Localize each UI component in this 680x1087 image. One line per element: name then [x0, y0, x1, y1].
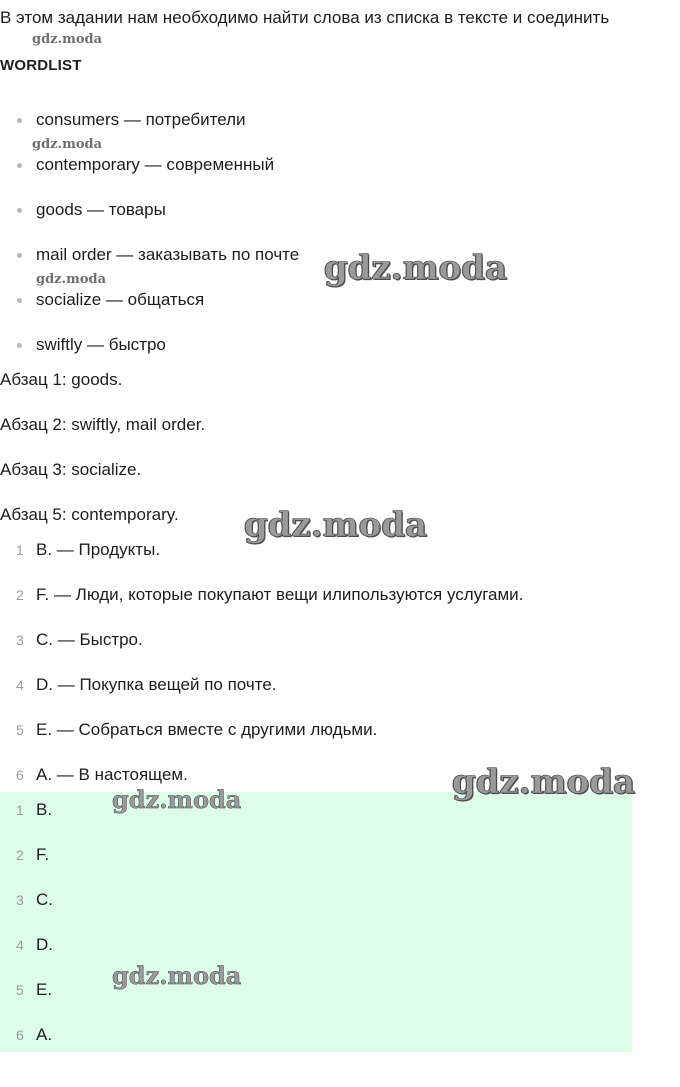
- answer-text: B.: [36, 800, 53, 819]
- list-item: [0, 845, 632, 890]
- wordlist-heading: WORDLIST: [0, 57, 82, 74]
- watermark: gdz.moda: [324, 248, 508, 288]
- item-number: 3: [16, 892, 24, 908]
- definition-text: A. — В настоящем.: [36, 765, 188, 784]
- list-item: [0, 675, 632, 720]
- bullet-icon: [17, 208, 22, 213]
- item-number: 1: [16, 802, 24, 818]
- list-item: [0, 980, 632, 1025]
- item-number: 2: [16, 587, 24, 603]
- definition-text: E. — Собраться вместе с другими людьми.: [36, 720, 378, 739]
- paragraph-match: Абзац 5: contemporary.: [0, 505, 179, 524]
- list-item: [0, 155, 299, 200]
- list-item: [0, 890, 632, 935]
- watermark: gdz.moda: [244, 505, 428, 545]
- item-number: 6: [16, 767, 24, 783]
- answer-text: F.: [36, 845, 50, 864]
- paragraph-match: Абзац 3: socialize.: [0, 460, 142, 479]
- item-number: 5: [16, 722, 24, 738]
- wordlist-entry: swiftly — быстро: [36, 335, 166, 354]
- answer-text: A.: [36, 1025, 53, 1044]
- watermark: gdz.moda: [32, 32, 103, 47]
- wordlist-entry: consumers — потребители: [36, 110, 246, 129]
- answer-text: C.: [36, 890, 53, 909]
- answer-text: D.: [36, 935, 53, 954]
- item-number: 4: [16, 937, 24, 953]
- list-item: [0, 935, 632, 980]
- paragraph-match: Абзац 2: swiftly, mail order.: [0, 415, 206, 434]
- list-item: [0, 290, 299, 335]
- bullet-icon: [17, 253, 22, 258]
- list-item: [0, 200, 299, 245]
- wordlist-entry: contemporary — современный: [36, 155, 275, 174]
- list-item: [0, 540, 632, 585]
- list-item: [0, 1025, 632, 1070]
- bullet-icon: [17, 118, 22, 123]
- definition-text: F. — Люди, которые покупают вещи илипользуются услугами.: [36, 585, 524, 604]
- answer-text: E.: [36, 980, 53, 999]
- item-number: 4: [16, 677, 24, 693]
- list-item: [0, 630, 632, 675]
- answers-list: [0, 800, 632, 1070]
- watermark: gdz.moda: [32, 137, 103, 152]
- paragraph-matches: [0, 370, 205, 550]
- item-number: 6: [16, 1027, 24, 1043]
- bullet-icon: [17, 343, 22, 348]
- list-item: [0, 585, 632, 630]
- definition-text: D. — Покупка вещей по почте.: [36, 675, 277, 694]
- wordlist-entry: socialize — общаться: [36, 290, 205, 309]
- bullet-icon: [17, 298, 22, 303]
- wordlist-entry: goods — товары: [36, 200, 166, 219]
- item-number: 5: [16, 982, 24, 998]
- list-item: [0, 800, 632, 845]
- wordlist-entry: mail order — заказывать по почте: [36, 245, 300, 264]
- watermark: gdz.moda: [36, 272, 107, 287]
- paragraph-match: Абзац 1: goods.: [0, 370, 123, 389]
- definition-text: B. — Продукты.: [36, 540, 161, 559]
- definition-text: C. — Быстро.: [36, 630, 143, 649]
- watermark: gdz.moda: [112, 785, 242, 814]
- item-number: 1: [16, 542, 24, 558]
- watermark: gdz.moda: [452, 762, 636, 802]
- item-number: 2: [16, 847, 24, 863]
- bullet-icon: [17, 163, 22, 168]
- intro-text: В этом задании нам необходимо найти слова из списка в тексте и соединить: [0, 8, 610, 27]
- item-number: 3: [16, 632, 24, 648]
- watermark: gdz.moda: [112, 961, 242, 990]
- list-item: [0, 720, 632, 765]
